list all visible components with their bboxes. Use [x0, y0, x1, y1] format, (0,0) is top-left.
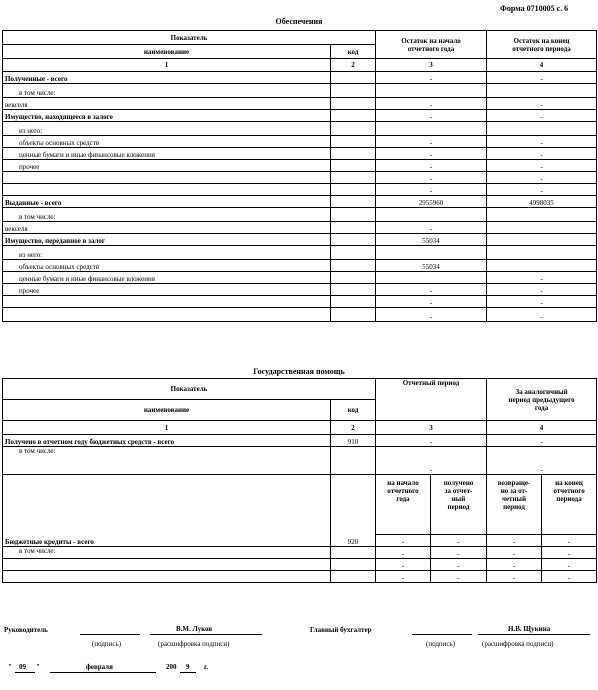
security-row-name: в том числе:	[3, 84, 331, 98]
security-row	[3, 84, 597, 98]
header-num-3: 3	[376, 59, 487, 72]
aid-subhead-3: возвраще- но за от- четный период	[487, 475, 542, 535]
date-day: 09	[19, 663, 26, 671]
security-row-start-value	[376, 84, 487, 98]
aid-empty-cell	[3, 559, 331, 571]
aid-subhead-1: на начало отчетного года	[376, 475, 431, 535]
security-row-code	[331, 246, 376, 260]
aid-subhead-4: на конец отчетного периода	[542, 475, 597, 535]
head-name-line	[150, 634, 262, 635]
security-row-code	[331, 172, 376, 184]
security-row	[3, 160, 597, 172]
state-aid-table	[2, 378, 597, 583]
aid-num-1: 1	[3, 421, 331, 435]
security-row-code	[331, 196, 376, 208]
accountant-decode-caption: (расшифровка подписи)	[482, 640, 554, 648]
security-row-name: объекты основных средств	[3, 260, 331, 272]
accountant-signature-line	[412, 634, 472, 635]
security-row	[3, 172, 597, 184]
header-code: код	[331, 45, 376, 59]
security-row-start-value	[376, 272, 487, 284]
security-row-name	[3, 308, 331, 322]
security-row-start-value	[376, 208, 487, 222]
security-row-code	[331, 308, 376, 322]
security-row-start-value: 55034	[376, 260, 487, 272]
security-row-code	[331, 260, 376, 272]
date-open-quote: "	[8, 663, 12, 671]
accountant-name-line	[478, 634, 590, 635]
aid-cell: -	[487, 547, 542, 559]
security-title: Обеспечения	[275, 17, 323, 26]
aid-row-credits-code: 920	[331, 535, 376, 547]
security-row-end-value: -	[487, 98, 597, 110]
head-name: В.М. Луков	[176, 625, 213, 633]
header-num-1: 1	[3, 59, 331, 72]
accountant-signature-caption: (подпись)	[426, 640, 456, 648]
date-day-line	[15, 672, 35, 673]
aid-header-code: код	[331, 400, 376, 421]
aid-row-credits-name: Бюджетные кредиты - всего	[3, 535, 331, 547]
aid-row-received-sub-v1: -	[376, 447, 487, 475]
security-row	[3, 284, 597, 296]
security-table	[2, 30, 597, 322]
security-row-name: Выданные - всего	[3, 196, 331, 208]
aid-header-col3: Отчетный период	[376, 379, 487, 421]
security-row-end-value	[487, 234, 597, 246]
security-row	[3, 308, 597, 322]
aid-empty-cell	[331, 571, 376, 583]
head-signature-line	[80, 634, 140, 635]
security-row	[3, 72, 597, 84]
security-row-start-value: -	[376, 284, 487, 296]
security-row-start-value: -	[376, 184, 487, 196]
security-row	[3, 222, 597, 234]
security-row-name	[3, 172, 331, 184]
security-row-name: из него:	[3, 246, 331, 260]
date-year-digit: 9	[186, 663, 190, 671]
security-row-code	[331, 284, 376, 296]
aid-row-received-name: Получено в отчетном году бюджетных средств - всего	[3, 435, 331, 447]
date-year-suffix: г.	[204, 663, 209, 671]
security-row-end-value: -	[487, 148, 597, 160]
aid-header-col4: За аналогичный период предыдущего года	[487, 379, 597, 421]
security-row-code	[331, 84, 376, 98]
date-month-line	[50, 672, 156, 673]
security-row-name: в том числе:	[3, 208, 331, 222]
security-row-name: ценные бумаги и иные финансовые вложения	[3, 148, 331, 160]
security-row-end-value: -	[487, 172, 597, 184]
security-row-start-value: -	[376, 98, 487, 110]
security-row-code	[331, 208, 376, 222]
security-row-name: прочее	[3, 284, 331, 296]
security-row-code	[331, 98, 376, 110]
security-row-start-value: 2955960	[376, 196, 487, 208]
security-row-name: из него:	[3, 122, 331, 136]
aid-num-2: 2	[331, 421, 376, 435]
aid-row-received-v2: -	[487, 435, 597, 447]
aid-cell: -	[542, 559, 597, 571]
security-row-start-value: 55034	[376, 234, 487, 246]
security-row-start-value: -	[376, 222, 487, 234]
security-row-code	[331, 234, 376, 246]
security-row-code	[331, 272, 376, 284]
aid-cell: -	[431, 559, 487, 571]
security-row-name: ценные бумаги и иные финансовые вложения	[3, 272, 331, 284]
security-row-code	[331, 222, 376, 234]
security-row	[3, 148, 597, 160]
date-year-line	[180, 672, 196, 673]
aid-empty-cell	[331, 559, 376, 571]
security-row-name	[3, 184, 331, 196]
security-row-end-value	[487, 260, 597, 272]
aid-row-credits-v4: -	[542, 535, 597, 547]
security-row-code	[331, 296, 376, 308]
aid-empty-cell	[3, 571, 331, 583]
header-indicator: Показатель	[3, 31, 376, 45]
security-row-end-value	[487, 246, 597, 260]
aid-header-indicator: Показатель	[3, 379, 376, 400]
security-row-end-value: -	[487, 284, 597, 296]
aid-row-credits-v3: -	[487, 535, 542, 547]
aid-cell: -	[542, 571, 597, 583]
security-row-name: Полученные - всего	[3, 72, 331, 84]
security-row	[3, 136, 597, 148]
security-row-end-value: -	[487, 272, 597, 284]
security-row-start-value: -	[376, 72, 487, 84]
security-row-code	[331, 160, 376, 172]
header-name: наименование	[3, 45, 331, 59]
aid-cell: -	[376, 571, 431, 583]
security-row-code	[331, 110, 376, 122]
date-month: февраля	[86, 663, 113, 671]
security-row	[3, 208, 597, 222]
aid-cell: -	[431, 547, 487, 559]
date-close-quote: "	[36, 663, 40, 671]
security-row-code	[331, 72, 376, 84]
security-row	[3, 184, 597, 196]
aid-cell: -	[431, 571, 487, 583]
aid-cell: -	[487, 559, 542, 571]
aid-row-credits-v2: -	[431, 535, 487, 547]
aid-empty-cell	[331, 547, 376, 559]
head-decode-caption: (расшифровка подписи)	[158, 640, 230, 648]
security-row-end-value: -	[487, 184, 597, 196]
aid-row-credits-spacer	[3, 475, 331, 535]
security-row-end-value: -	[487, 110, 597, 122]
security-row-code	[331, 122, 376, 136]
aid-num-4: 4	[487, 421, 597, 435]
aid-row-received-code: 910	[331, 435, 376, 447]
aid-row-credits-v1: -	[376, 535, 431, 547]
aid-header-name: наименование	[3, 400, 331, 421]
security-row-name: Имущество, находящееся в залоге	[3, 110, 331, 122]
security-row-start-value: -	[376, 296, 487, 308]
header-col4: Остаток на конец отчетного периода	[487, 31, 597, 59]
security-row-code	[331, 136, 376, 148]
security-row	[3, 296, 597, 308]
security-row-name	[3, 296, 331, 308]
security-row-code	[331, 184, 376, 196]
security-row-start-value: -	[376, 172, 487, 184]
header-num-2: 2	[331, 59, 376, 72]
aid-cell: -	[487, 571, 542, 583]
accountant-name: Н.В. Щукина	[508, 625, 551, 633]
aid-cell: -	[376, 559, 431, 571]
aid-row-received-sub-v2: -	[487, 447, 597, 475]
aid-subhead-2: получено за отчет- ный период	[431, 475, 487, 535]
security-row-end-value: -	[487, 136, 597, 148]
header-num-4: 4	[487, 59, 597, 72]
security-row-end-value	[487, 222, 597, 234]
security-row-end-value: -	[487, 72, 597, 84]
security-row-name: векселя	[3, 98, 331, 110]
aid-empty-cell	[331, 447, 376, 475]
security-row-start-value	[376, 122, 487, 136]
security-row	[3, 196, 597, 208]
date-year-prefix: 200	[166, 663, 177, 671]
security-row-end-value	[487, 122, 597, 136]
security-row-end-value: -	[487, 160, 597, 172]
head-label: Руководитель	[4, 626, 48, 634]
security-row-start-value: -	[376, 136, 487, 148]
aid-row-received-sub: в том числе:	[3, 447, 331, 475]
security-row-start-value: -	[376, 160, 487, 172]
security-row-end-value: -	[487, 296, 597, 308]
security-row-name: векселя	[3, 222, 331, 234]
aid-cell: -	[376, 547, 431, 559]
security-row-start-value: -	[376, 308, 487, 322]
security-row-end-value	[487, 84, 597, 98]
security-row	[3, 110, 597, 122]
security-row-start-value: -	[376, 148, 487, 160]
aid-empty-cell	[331, 475, 376, 535]
security-row-code	[331, 148, 376, 160]
form-code: Форма 0710005 с. 6	[500, 4, 569, 13]
aid-row-received-v1: -	[376, 435, 487, 447]
security-row-start-value	[376, 246, 487, 260]
security-row	[3, 260, 597, 272]
security-row-end-value	[487, 208, 597, 222]
state-aid-title: Государственная помощь	[253, 367, 345, 376]
security-row	[3, 122, 597, 136]
security-row-name: объекты основных средств	[3, 136, 331, 148]
head-signature-caption: (подпись)	[92, 640, 122, 648]
security-row	[3, 98, 597, 110]
security-row-name: прочее	[3, 160, 331, 172]
aid-num-3: 3	[376, 421, 487, 435]
security-row	[3, 234, 597, 246]
security-row-end-value: 4998035	[487, 196, 597, 208]
aid-row-credits-sub: в том числе:	[3, 547, 331, 559]
security-row-end-value: -	[487, 308, 597, 322]
security-row-name: Имущество, переданное в залог	[3, 234, 331, 246]
aid-cell: -	[542, 547, 597, 559]
header-col3: Остаток на начало отчетного года	[376, 31, 487, 59]
security-row	[3, 272, 597, 284]
security-row-start-value: -	[376, 110, 487, 122]
security-row	[3, 246, 597, 260]
accountant-label: Главный бухгалтер	[310, 626, 372, 634]
